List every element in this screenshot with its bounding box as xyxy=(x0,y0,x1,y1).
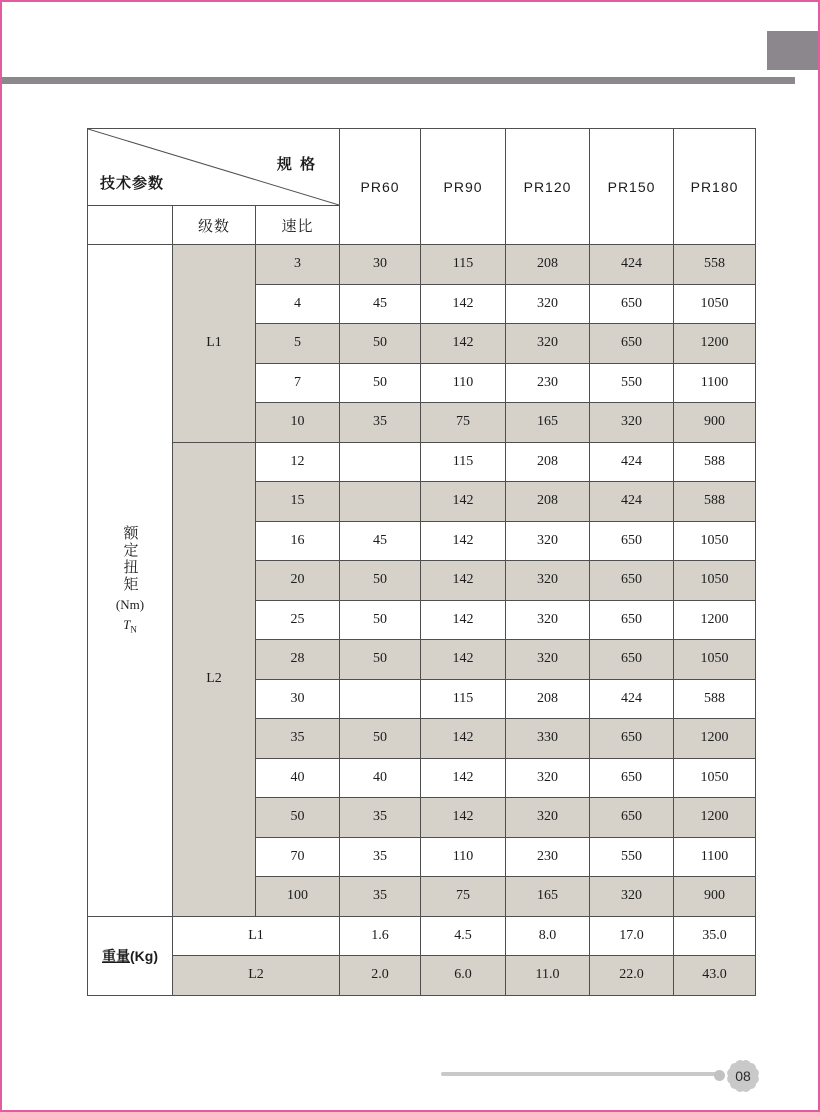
header-row xyxy=(88,129,756,206)
table-corner-cell xyxy=(88,129,340,206)
torque-value-cell: 588 xyxy=(674,442,756,482)
column-header-pr150: PR150 xyxy=(590,129,674,245)
torque-value-cell: 650 xyxy=(590,324,674,364)
torque-value-cell: 50 xyxy=(340,719,421,759)
weight-value-cell: 17.0 xyxy=(590,916,674,956)
torque-value-cell: 110 xyxy=(421,837,506,877)
torque-value-cell: 550 xyxy=(590,837,674,877)
torque-value-cell: 30 xyxy=(340,245,421,285)
torque-value-cell: 75 xyxy=(421,877,506,917)
torque-value-cell: 320 xyxy=(506,640,590,680)
torque-value-cell: 650 xyxy=(590,719,674,759)
weight-value-cell: 4.5 xyxy=(421,916,506,956)
subheader-empty-cell xyxy=(88,206,173,245)
header-corner-block xyxy=(767,31,819,70)
weight-value-cell: 11.0 xyxy=(506,956,590,996)
torque-value-cell: 142 xyxy=(421,324,506,364)
torque-value-cell: 330 xyxy=(506,719,590,759)
corner-params-label: 技术参数 xyxy=(100,175,165,192)
column-header-pr180: PR180 xyxy=(674,129,756,245)
torque-value-cell: 588 xyxy=(674,482,756,522)
torque-value-cell: 50 xyxy=(340,324,421,364)
column-header-pr90: PR90 xyxy=(421,129,506,245)
torque-value-cell: 1050 xyxy=(674,521,756,561)
ratio-cell: 25 xyxy=(256,600,340,640)
column-header-pr120: PR120 xyxy=(506,129,590,245)
ratio-cell: 70 xyxy=(256,837,340,877)
weight-value-cell: 43.0 xyxy=(674,956,756,996)
ratio-cell: 12 xyxy=(256,442,340,482)
corner-spec-label: 规 格 xyxy=(276,156,318,173)
ratio-cell: 15 xyxy=(256,482,340,522)
weight-label-unit: (Kg) xyxy=(130,947,158,964)
subheader-ratio: 速比 xyxy=(256,206,340,245)
ratio-cell: 35 xyxy=(256,719,340,759)
torque-value-cell xyxy=(340,679,421,719)
weight-row xyxy=(88,916,756,956)
torque-value-cell: 165 xyxy=(506,877,590,917)
ratio-cell: 50 xyxy=(256,798,340,838)
torque-value-cell: 1050 xyxy=(674,561,756,601)
torque-value-cell: 320 xyxy=(590,403,674,443)
torque-value-cell: 1200 xyxy=(674,600,756,640)
ratio-cell: 30 xyxy=(256,679,340,719)
torque-value-cell: 50 xyxy=(340,561,421,601)
torque-value-cell: 1100 xyxy=(674,837,756,877)
torque-value-cell: 550 xyxy=(590,363,674,403)
torque-value-cell: 1050 xyxy=(674,284,756,324)
page-number: 08 xyxy=(735,1068,751,1084)
torque-value-cell: 558 xyxy=(674,245,756,285)
torque-label xyxy=(88,525,172,635)
stage-cell: L1 xyxy=(173,245,256,443)
torque-value-cell: 50 xyxy=(340,640,421,680)
torque-value-cell: 424 xyxy=(590,442,674,482)
weight-value-cell: 2.0 xyxy=(340,956,421,996)
torque-value-cell: 75 xyxy=(421,403,506,443)
torque-value-cell: 230 xyxy=(506,363,590,403)
torque-value-cell: 588 xyxy=(674,679,756,719)
torque-value-cell: 142 xyxy=(421,521,506,561)
torque-value-cell: 142 xyxy=(421,798,506,838)
weight-value-cell: 35.0 xyxy=(674,916,756,956)
ratio-cell: 16 xyxy=(256,521,340,561)
stage-cell: L2 xyxy=(173,442,256,916)
torque-value-cell xyxy=(340,482,421,522)
torque-value-cell: 35 xyxy=(340,798,421,838)
torque-value-cell: 1200 xyxy=(674,798,756,838)
weight-label-cell xyxy=(88,916,173,995)
torque-value-cell: 424 xyxy=(590,245,674,285)
torque-value-cell: 142 xyxy=(421,284,506,324)
torque-value-cell: 208 xyxy=(506,482,590,522)
subheader-stage: 级数 xyxy=(173,206,256,245)
torque-value-cell: 650 xyxy=(590,758,674,798)
torque-value-cell: 320 xyxy=(506,561,590,601)
torque-value-cell: 35 xyxy=(340,837,421,877)
torque-value-cell: 208 xyxy=(506,442,590,482)
torque-value-cell: 50 xyxy=(340,363,421,403)
torque-value-cell: 650 xyxy=(590,561,674,601)
torque-value-cell: 142 xyxy=(421,719,506,759)
torque-value-cell: 142 xyxy=(421,640,506,680)
torque-value-cell: 45 xyxy=(340,521,421,561)
torque-value-cell: 650 xyxy=(590,798,674,838)
weight-value-cell: 22.0 xyxy=(590,956,674,996)
torque-value-cell: 115 xyxy=(421,442,506,482)
torque-value-cell xyxy=(340,442,421,482)
torque-value-cell: 142 xyxy=(421,600,506,640)
torque-value-cell: 230 xyxy=(506,837,590,877)
weight-value-cell: 8.0 xyxy=(506,916,590,956)
torque-value-cell: 1100 xyxy=(674,363,756,403)
footer-rule xyxy=(441,1072,718,1076)
ratio-cell: 5 xyxy=(256,324,340,364)
ratio-cell: 10 xyxy=(256,403,340,443)
ratio-cell: 100 xyxy=(256,877,340,917)
ratio-cell: 7 xyxy=(256,363,340,403)
torque-value-cell: 142 xyxy=(421,758,506,798)
weight-value-cell: 6.0 xyxy=(421,956,506,996)
torque-value-cell: 35 xyxy=(340,877,421,917)
torque-value-cell: 320 xyxy=(506,284,590,324)
torque-value-cell: 650 xyxy=(590,284,674,324)
torque-value-cell: 142 xyxy=(421,561,506,601)
torque-value-cell: 115 xyxy=(421,245,506,285)
ratio-cell: 40 xyxy=(256,758,340,798)
torque-value-cell: 900 xyxy=(674,403,756,443)
torque-value-cell: 320 xyxy=(506,521,590,561)
torque-symbol: $T_N$ xyxy=(123,617,137,636)
torque-value-cell: 320 xyxy=(506,758,590,798)
torque-value-cell: 424 xyxy=(590,679,674,719)
torque-value-cell: 320 xyxy=(590,877,674,917)
torque-value-cell: 900 xyxy=(674,877,756,917)
torque-value-cell: 1200 xyxy=(674,719,756,759)
torque-value-cell: 1050 xyxy=(674,758,756,798)
torque-value-cell: 165 xyxy=(506,403,590,443)
torque-axis-label-cell xyxy=(88,245,173,917)
ratio-cell: 4 xyxy=(256,284,340,324)
torque-value-cell: 35 xyxy=(340,403,421,443)
torque-value-cell: 424 xyxy=(590,482,674,522)
ratio-cell: 3 xyxy=(256,245,340,285)
torque-value-cell: 650 xyxy=(590,521,674,561)
spec-table xyxy=(87,128,756,996)
torque-row xyxy=(88,245,756,285)
header-rule xyxy=(2,77,795,84)
torque-value-cell: 650 xyxy=(590,640,674,680)
torque-value-cell: 208 xyxy=(506,245,590,285)
gear-icon xyxy=(723,1056,763,1096)
torque-value-cell: 1050 xyxy=(674,640,756,680)
ratio-cell: 20 xyxy=(256,561,340,601)
weight-stage-cell: L1 xyxy=(173,916,340,956)
torque-value-cell: 110 xyxy=(421,363,506,403)
weight-row xyxy=(88,956,756,996)
torque-value-cell: 320 xyxy=(506,798,590,838)
torque-value-cell: 50 xyxy=(340,600,421,640)
torque-value-cell: 650 xyxy=(590,600,674,640)
torque-value-cell: 320 xyxy=(506,600,590,640)
weight-stage-cell: L2 xyxy=(173,956,340,996)
torque-value-cell: 115 xyxy=(421,679,506,719)
torque-value-cell: 208 xyxy=(506,679,590,719)
torque-row xyxy=(88,442,756,482)
torque-value-cell: 142 xyxy=(421,482,506,522)
torque-value-cell: 40 xyxy=(340,758,421,798)
torque-value-cell: 1200 xyxy=(674,324,756,364)
torque-title: 额定扭矩 xyxy=(121,525,139,594)
column-header-pr60: PR60 xyxy=(340,129,421,245)
weight-label-main: 重量 xyxy=(102,947,130,964)
ratio-cell: 28 xyxy=(256,640,340,680)
torque-value-cell: 320 xyxy=(506,324,590,364)
torque-unit: (Nm) xyxy=(115,597,145,613)
torque-value-cell: 45 xyxy=(340,284,421,324)
weight-value-cell: 1.6 xyxy=(340,916,421,956)
